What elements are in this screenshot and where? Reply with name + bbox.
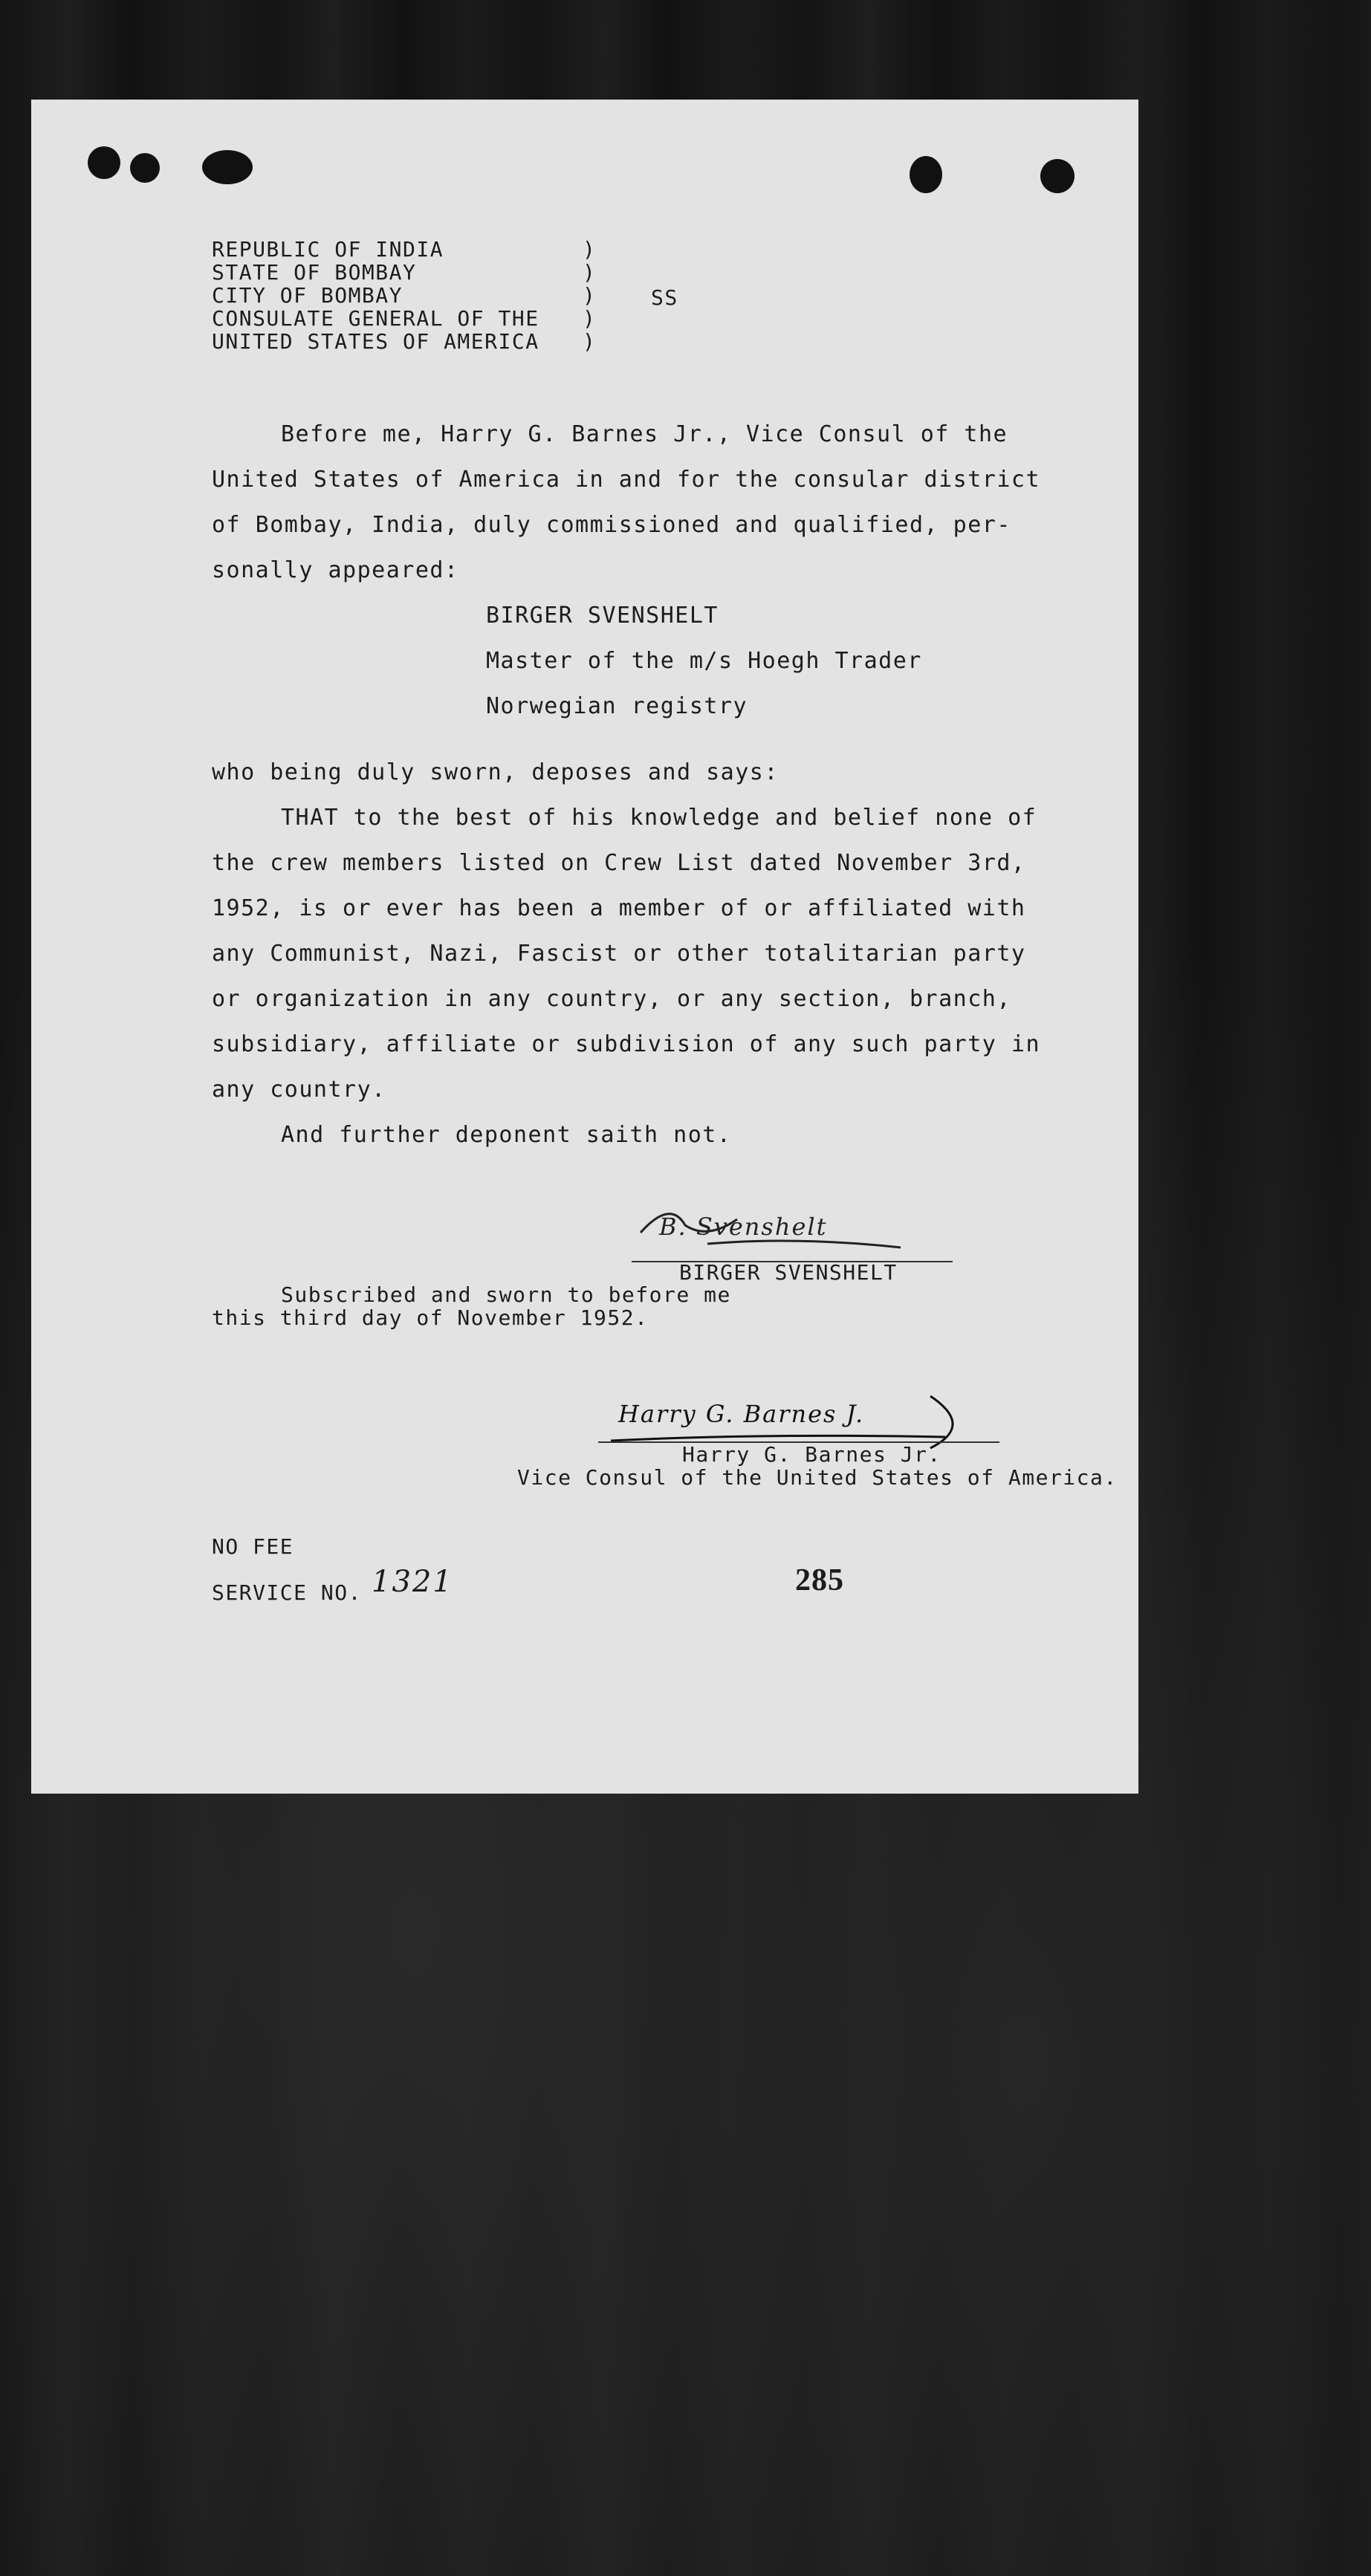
jurat-line: Subscribed and sworn to before me xyxy=(281,1282,731,1307)
officer-signature-script: Harry G. Barnes J. xyxy=(618,1400,865,1428)
service-number: 1321 xyxy=(372,1565,453,1599)
punch-hole-right-2 xyxy=(1040,159,1075,193)
intro-line: sonally appeared: xyxy=(212,557,459,583)
intro-line: Before me, Harry G. Barnes Jr., Vice Consul of the xyxy=(281,421,1008,447)
venue-line: REPUBLIC OF INDIA xyxy=(212,237,444,262)
officer-title: Vice Consul of the United States of America. xyxy=(517,1465,1118,1490)
statement-line: or organization in any country, or any section, branch, xyxy=(212,986,1011,1012)
venue-ss: SS xyxy=(651,285,678,310)
deponent-registry: Norwegian registry xyxy=(486,693,748,719)
venue-line: CONSULATE GENERAL OF THE xyxy=(212,306,539,331)
officer-signature xyxy=(603,1352,1064,1456)
jurat-line: this third day of November 1952. xyxy=(212,1305,649,1330)
officer-printed-name: Harry G. Barnes Jr. xyxy=(682,1442,941,1467)
statement-line: 1952, is or ever has been a member of or affiliated with xyxy=(212,895,1026,921)
punch-hole-left-1 xyxy=(88,146,120,179)
affidavit-page xyxy=(31,100,1138,1794)
venue-bracket: ) xyxy=(583,306,597,331)
deponent-signature xyxy=(618,1192,990,1266)
venue-bracket: ) xyxy=(583,237,597,262)
deponent-name: BIRGER SVENSHELT xyxy=(486,603,719,629)
statement-line: any Communist, Nazi, Fascist or other totalitarian party xyxy=(212,941,1026,967)
venue-bracket: ) xyxy=(583,260,597,285)
service-label: SERVICE NO. xyxy=(212,1580,362,1605)
statement-line: any country. xyxy=(212,1077,386,1103)
fee-note: NO FEE xyxy=(212,1534,294,1559)
punch-hole-right-1 xyxy=(910,156,942,193)
intro-line: of Bombay, India, duly commissioned and qualified, per- xyxy=(212,512,1011,538)
intro-line: United States of America in and for the consular district xyxy=(212,467,1041,493)
punch-hole-left-2 xyxy=(130,153,160,183)
statement-line: THAT to the best of his knowledge and belief none of xyxy=(281,805,1037,831)
deponent-title: Master of the m/s Hoegh Trader xyxy=(486,648,922,674)
deponent-printed-name: BIRGER SVENSHELT xyxy=(679,1260,898,1285)
statement-line: subsidiary, affiliate or subdivision of any such party in xyxy=(212,1031,1041,1057)
deponent-signature-script: B. Svenshelt xyxy=(659,1213,828,1241)
venue-bracket: ) xyxy=(583,283,597,308)
venue-bracket: ) xyxy=(583,329,597,354)
venue-line: STATE OF BOMBAY xyxy=(212,260,417,285)
page-number: 285 xyxy=(795,1563,844,1597)
oath-line: who being duly sworn, deposes and says: xyxy=(212,759,779,785)
punch-hole-left-3 xyxy=(202,150,253,184)
statement-line: the crew members listed on Crew List dated November 3rd, xyxy=(212,850,1026,876)
venue-line: UNITED STATES OF AMERICA xyxy=(212,329,539,354)
venue-line: CITY OF BOMBAY xyxy=(212,283,403,308)
closing-line: And further deponent saith not. xyxy=(281,1122,732,1148)
